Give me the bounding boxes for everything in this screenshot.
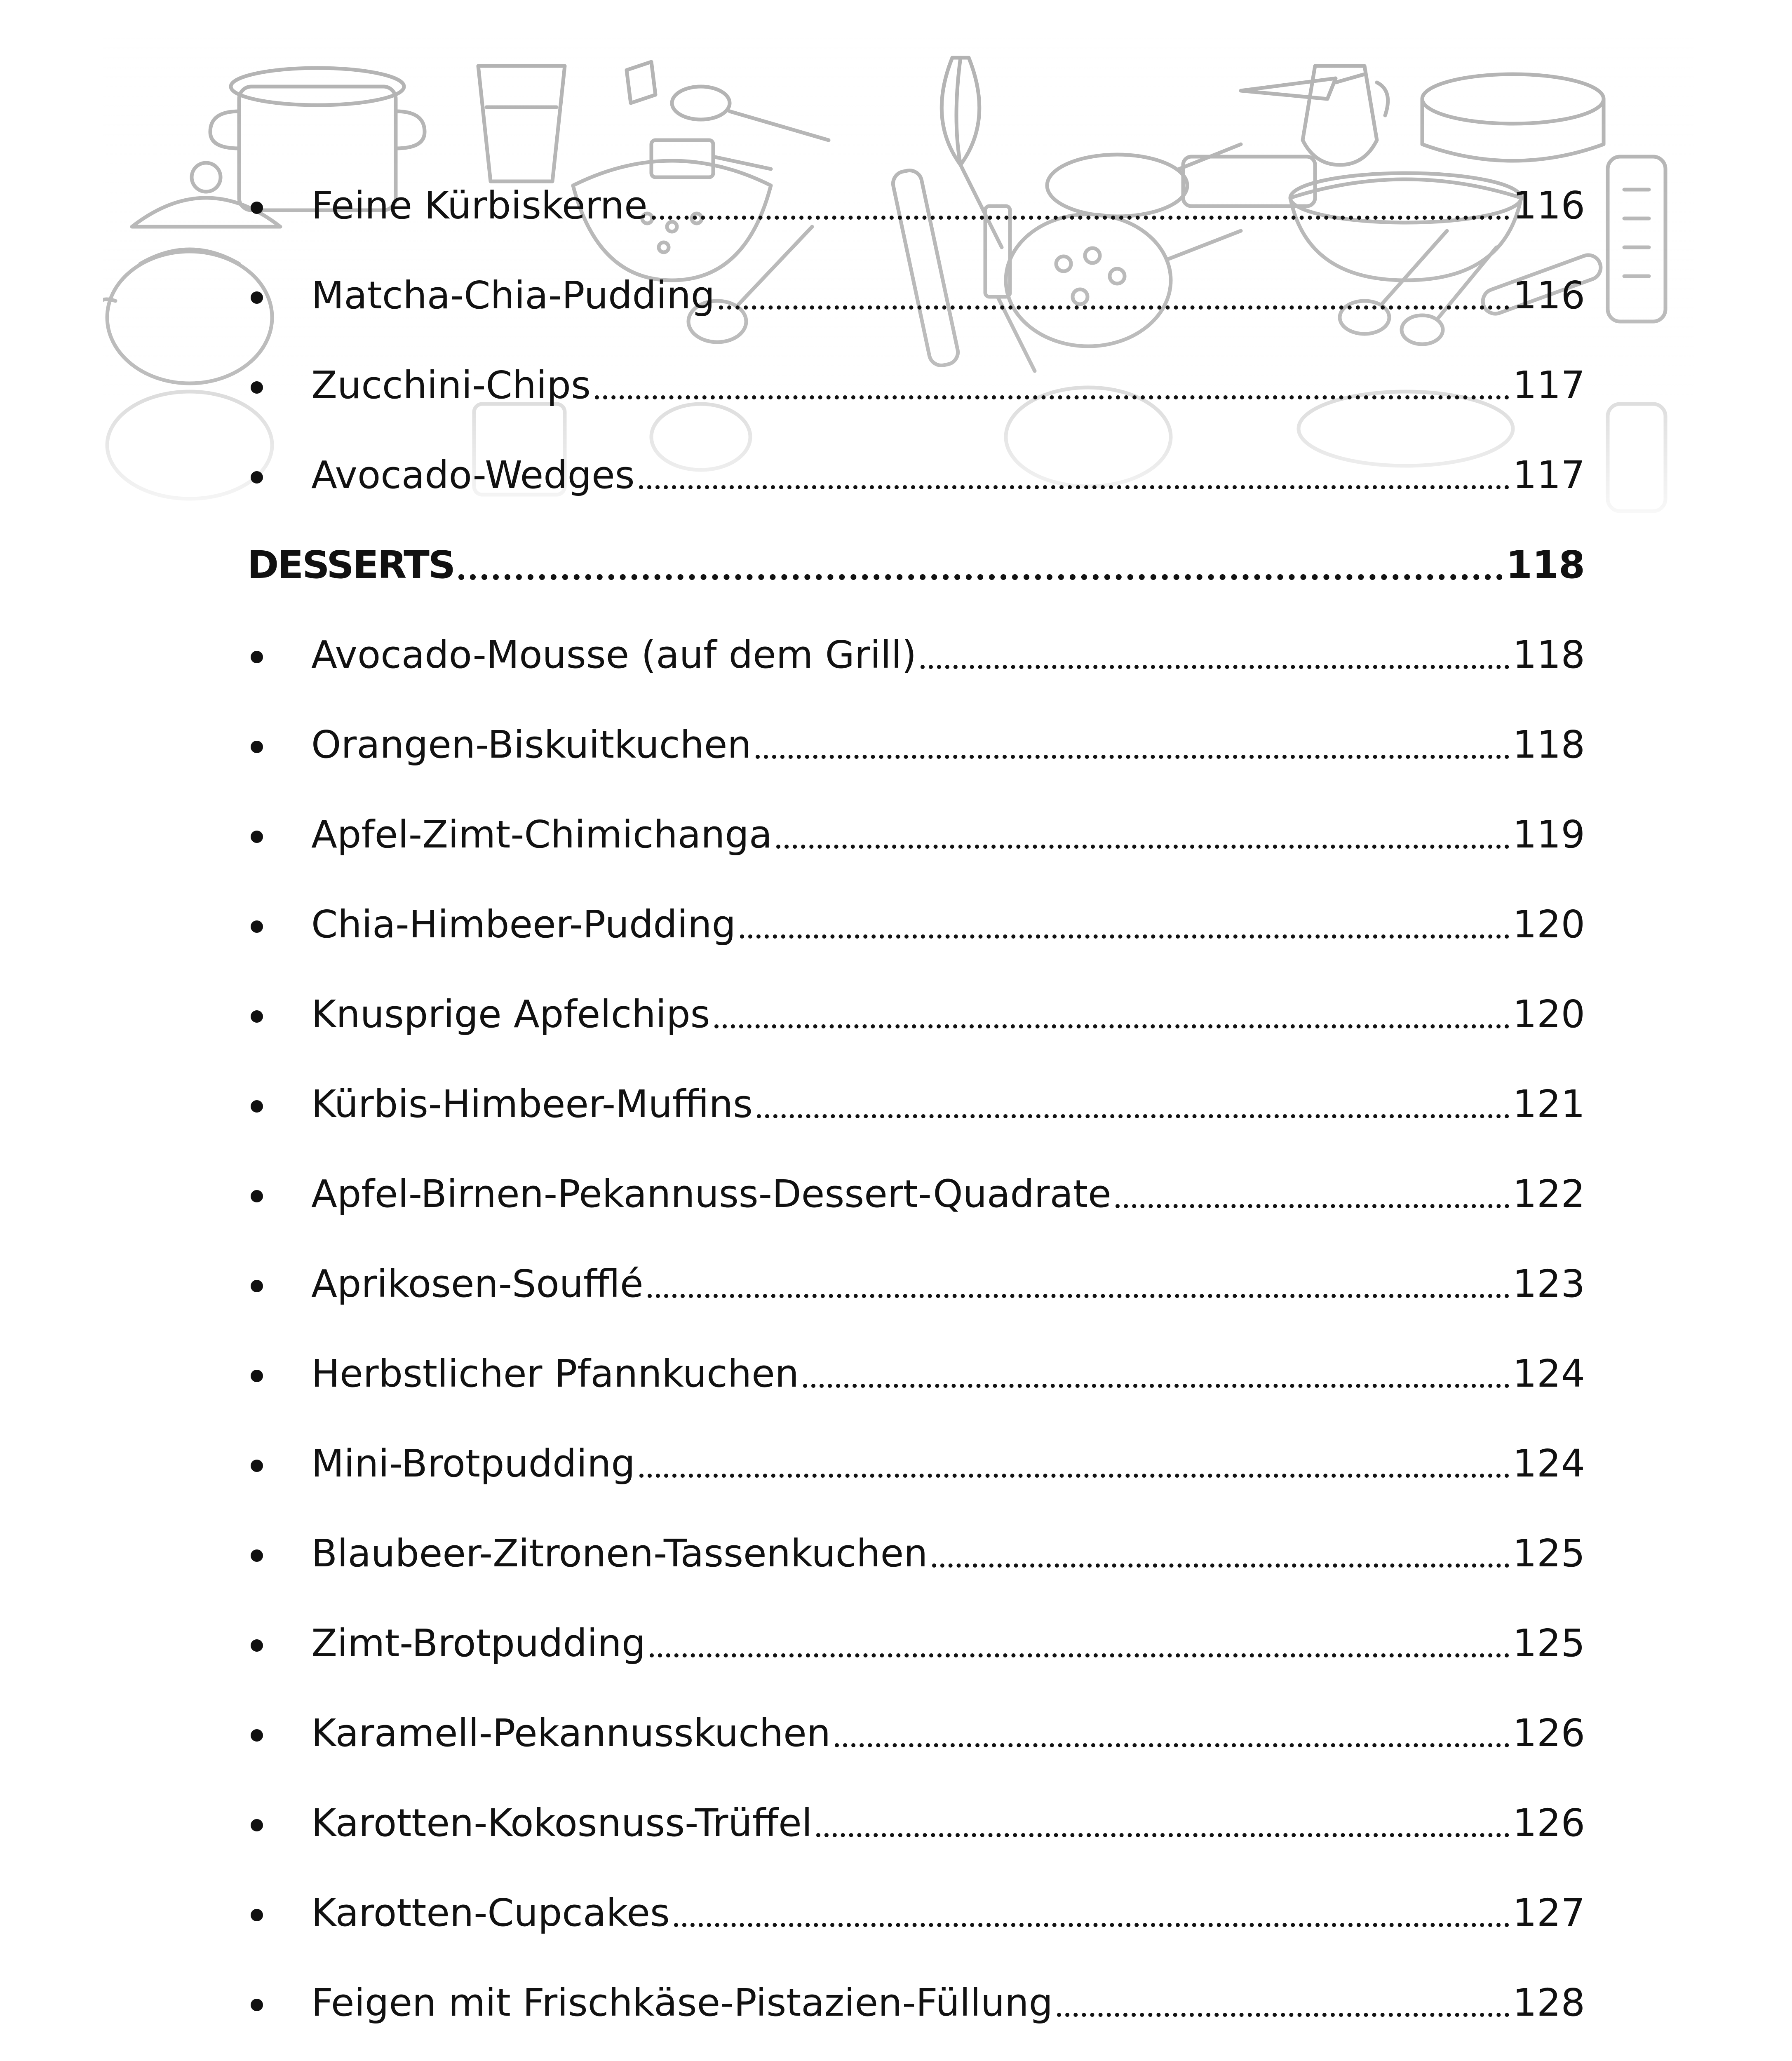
dot-leader — [757, 1085, 1509, 1123]
bullet-icon — [251, 471, 263, 484]
toc-entry[interactable] — [247, 610, 1585, 700]
toc-entry-page: 126 — [1513, 1711, 1585, 1755]
dot-leader — [719, 277, 1509, 315]
dot-leader — [756, 726, 1510, 764]
bullet-icon — [251, 1280, 263, 1292]
toc-section-heading[interactable] — [247, 520, 1585, 610]
dot-leader — [1057, 1984, 1509, 2022]
table-of-contents — [247, 161, 1585, 2061]
bullet-icon — [251, 920, 263, 933]
dot-leader — [674, 1894, 1510, 1932]
toc-section-title: DESSERTS — [247, 543, 455, 587]
toc-entry[interactable] — [247, 161, 1585, 251]
toc-entry[interactable] — [247, 1688, 1585, 1778]
bullet-icon — [251, 291, 263, 304]
toc-entry-page: 118 — [1513, 633, 1585, 677]
bullet-icon — [251, 1010, 263, 1023]
toc-entry-title: Zimt-Brotpudding — [311, 1621, 646, 1665]
dot-leader — [648, 1265, 1510, 1303]
toc-entry-title: Orangen-Biskuitkuchen — [311, 723, 752, 767]
toc-entry[interactable] — [247, 969, 1585, 1059]
dot-leader — [639, 456, 1510, 494]
toc-entry-page: 122 — [1513, 1172, 1585, 1216]
bullet-icon — [251, 1639, 263, 1652]
bullet-icon — [251, 741, 263, 753]
toc-entry[interactable] — [247, 430, 1585, 520]
toc-entry[interactable] — [247, 700, 1585, 790]
bullet-icon — [251, 1190, 263, 1202]
toc-entry-title: Feigen mit Frischkäse-Pistazien-Füllung — [311, 1981, 1053, 2025]
toc-entry-title: Karotten-Kokosnuss-Trüffel — [311, 1801, 813, 1845]
toc-entry-page: 124 — [1513, 1441, 1585, 1486]
toc-entry-page: 125 — [1513, 1621, 1585, 1665]
bullet-icon — [251, 1729, 263, 1742]
toc-section-page: 118 — [1505, 543, 1585, 587]
dot-leader — [816, 1804, 1509, 1842]
toc-entry-title: Avocado-Wedges — [311, 453, 635, 497]
bullet-icon — [251, 651, 263, 663]
toc-entry[interactable] — [247, 2048, 1585, 2061]
toc-entry[interactable] — [247, 1599, 1585, 1688]
dot-leader — [458, 546, 1503, 584]
toc-entry-title: Avocado-Mousse (auf dem Grill) — [311, 633, 917, 677]
bullet-icon — [251, 831, 263, 843]
toc-entry-title: Apfel-Birnen-Pekannuss-Dessert-Quadrate — [311, 1172, 1111, 1216]
bullet-icon — [251, 1100, 263, 1113]
toc-entry-title: Aprikosen-Soufflé — [311, 1262, 644, 1306]
toc-entry-title: Blaubeer-Zitronen-Tassenkuchen — [311, 1531, 928, 1575]
dot-leader — [776, 816, 1509, 854]
toc-entry[interactable] — [247, 880, 1585, 969]
dot-leader — [1116, 1175, 1510, 1213]
bullet-icon — [251, 381, 263, 394]
toc-entry-page: 127 — [1513, 1891, 1585, 1935]
toc-entry-page: 121 — [1513, 1082, 1585, 1126]
toc-entry[interactable] — [247, 1419, 1585, 1509]
toc-entry-page: 118 — [1513, 723, 1585, 767]
dot-leader — [650, 1624, 1509, 1662]
toc-entry-title: Kürbis-Himbeer-Muffins — [311, 1082, 753, 1126]
toc-entry-page: 119 — [1513, 812, 1585, 857]
toc-entry-page: 120 — [1513, 902, 1585, 946]
toc-entry[interactable] — [247, 1239, 1585, 1329]
bullet-icon — [251, 1460, 263, 1472]
bullet-icon — [251, 1909, 263, 1921]
toc-entry[interactable] — [247, 1509, 1585, 1599]
toc-entry[interactable] — [247, 790, 1585, 880]
toc-entry-title: Chia-Himbeer-Pudding — [311, 902, 736, 946]
dot-leader — [803, 1355, 1509, 1393]
toc-entry[interactable] — [247, 1868, 1585, 1958]
toc-entry[interactable] — [247, 1059, 1585, 1149]
toc-entry-title: Feine Kürbiskerne — [311, 183, 648, 228]
toc-entry-page: 126 — [1513, 1801, 1585, 1845]
dot-leader — [740, 906, 1509, 944]
bullet-icon — [251, 202, 263, 214]
toc-entry[interactable] — [247, 1149, 1585, 1239]
dot-leader — [595, 366, 1510, 404]
toc-entry[interactable] — [247, 1958, 1585, 2048]
bullet-icon — [251, 1819, 263, 1831]
toc-entry-title: Apfel-Zimt-Chimichanga — [311, 812, 773, 857]
toc-entry-title: Karotten-Cupcakes — [311, 1891, 670, 1935]
dot-leader — [932, 1535, 1510, 1573]
toc-entry-page: 125 — [1513, 1531, 1585, 1575]
bullet-icon — [251, 1549, 263, 1562]
bullet-icon — [251, 1370, 263, 1382]
dot-leader — [714, 995, 1510, 1033]
toc-entry-title: Knusprige Apfelchips — [311, 992, 710, 1036]
dot-leader — [639, 1445, 1510, 1483]
toc-entry-page: 117 — [1513, 453, 1585, 497]
toc-entry-title: Karamell-Pekannusskuchen — [311, 1711, 831, 1755]
dot-leader — [921, 636, 1509, 674]
toc-entry[interactable] — [247, 1329, 1585, 1419]
toc-entry-page: 123 — [1513, 1262, 1585, 1306]
toc-entry-page: 120 — [1513, 992, 1585, 1036]
toc-entry-title: Zucchini-Chips — [311, 363, 591, 407]
toc-entry-page: 124 — [1513, 1352, 1585, 1396]
bullet-icon — [251, 1999, 263, 2011]
toc-entry-title: Herbstlicher Pfannkuchen — [311, 1352, 799, 1396]
toc-entry-page: 128 — [1513, 1981, 1585, 2025]
toc-entry[interactable] — [247, 340, 1585, 430]
dot-leader — [835, 1714, 1509, 1752]
toc-entry[interactable] — [247, 251, 1585, 340]
toc-entry-page: 117 — [1513, 363, 1585, 407]
dot-leader — [652, 187, 1510, 225]
toc-entry-title: Mini-Brotpudding — [311, 1441, 635, 1486]
toc-entry[interactable] — [247, 1778, 1585, 1868]
toc-entry-page: 116 — [1513, 273, 1585, 317]
toc-entry-page: 116 — [1513, 183, 1585, 228]
toc-entry-title: Matcha-Chia-Pudding — [311, 273, 715, 317]
